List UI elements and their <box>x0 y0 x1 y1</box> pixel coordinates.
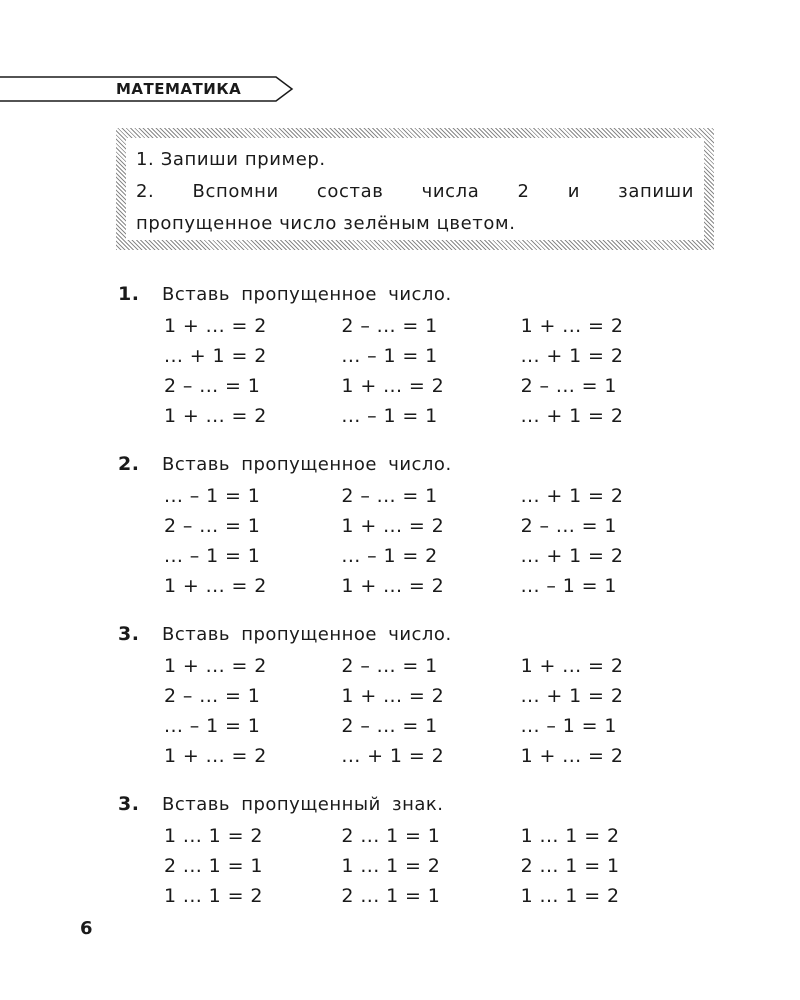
example-row <box>164 681 698 711</box>
exercise-task: Вставь пропущенное число. <box>162 453 452 475</box>
example-grid <box>164 651 698 771</box>
example-cell: 1 + ... = 2 <box>164 655 267 677</box>
example-row <box>164 851 698 881</box>
example-cell: 1 + ... = 2 <box>341 375 445 397</box>
example-grid <box>164 821 698 911</box>
exercise-1 <box>118 279 698 431</box>
example-grid <box>164 481 698 601</box>
example-cell: ... + 1 = 2 <box>520 485 624 507</box>
example-cell: 2 – ... = 1 <box>164 685 261 707</box>
example-cell: 1 + ... = 2 <box>341 685 445 707</box>
example-cell: ... + 1 = 2 <box>164 345 267 367</box>
example-row <box>164 401 698 431</box>
example-cell: 1 + ... = 2 <box>164 315 267 337</box>
example-cell: 2 ... 1 = 1 <box>164 855 263 877</box>
example-row <box>164 341 698 371</box>
example-cell: 1 ... 1 = 2 <box>164 885 263 907</box>
example-cell: 1 + ... = 2 <box>164 575 267 597</box>
example-cell: 2 ... 1 = 1 <box>341 825 441 847</box>
example-cell: 2 ... 1 = 1 <box>341 885 441 907</box>
example-grid <box>164 311 698 431</box>
example-cell: 1 ... 1 = 2 <box>164 825 263 847</box>
example-cell: ... + 1 = 2 <box>520 405 624 427</box>
example-cell: 1 ... 1 = 2 <box>520 885 620 907</box>
section-title: МАТЕМАТИКА <box>116 80 242 98</box>
example-row <box>164 741 698 771</box>
example-cell: 1 + ... = 2 <box>341 515 445 537</box>
exercise-heading <box>118 279 698 309</box>
example-cell: 1 + ... = 2 <box>520 655 624 677</box>
example-cell: 2 – ... = 1 <box>520 375 617 397</box>
example-cell: 2 – ... = 1 <box>341 655 438 677</box>
exercise-heading <box>118 619 698 649</box>
exercise-number: 2. <box>118 453 140 475</box>
example-row <box>164 881 698 911</box>
exercise-heading <box>118 789 698 819</box>
instruction-text <box>126 138 704 240</box>
example-row <box>164 371 698 401</box>
exercise-number: 3. <box>118 793 140 815</box>
exercise-task: Вставь пропущенное число. <box>162 623 452 645</box>
example-cell: 1 + ... = 2 <box>164 405 267 427</box>
exercise-3 <box>118 619 698 771</box>
exercise-2 <box>118 449 698 601</box>
instruction-line-1: 1. Запиши пример. <box>136 149 326 170</box>
example-cell: 2 ... 1 = 1 <box>520 855 620 877</box>
example-cell: 2 – ... = 1 <box>520 515 617 537</box>
example-cell: ... – 1 = 1 <box>164 485 261 507</box>
example-row <box>164 311 698 341</box>
instruction-line-3: пропущенное число зелёным цветом. <box>136 213 516 234</box>
example-cell: 2 – ... = 1 <box>341 485 438 507</box>
exercise-task: Вставь пропущенный знак. <box>162 793 444 815</box>
example-row <box>164 821 698 851</box>
exercise-4 <box>118 789 698 911</box>
instruction-box <box>116 128 714 250</box>
example-cell: ... + 1 = 2 <box>341 745 445 767</box>
instruction-line-2: 2. Вспомни состав числа 2 и запиши <box>136 181 694 202</box>
example-cell: 1 + ... = 2 <box>520 745 624 767</box>
example-row <box>164 711 698 741</box>
example-cell: 2 – ... = 1 <box>164 515 261 537</box>
example-cell: 1 + ... = 2 <box>164 745 267 767</box>
exercise-number: 1. <box>118 283 140 305</box>
example-cell: ... – 1 = 1 <box>164 715 261 737</box>
example-cell: ... + 1 = 2 <box>520 545 624 567</box>
example-cell: 1 ... 1 = 2 <box>520 825 620 847</box>
example-cell: ... – 1 = 1 <box>520 715 617 737</box>
example-cell: ... – 1 = 1 <box>341 345 438 367</box>
example-cell: 1 ... 1 = 2 <box>341 855 441 877</box>
example-row <box>164 481 698 511</box>
example-cell: 1 + ... = 2 <box>341 575 445 597</box>
page-number: 6 <box>80 918 93 939</box>
section-header-tab <box>0 76 300 102</box>
exercise-task: Вставь пропущенное число. <box>162 283 452 305</box>
example-cell: 2 – ... = 1 <box>164 375 261 397</box>
example-cell: 1 + ... = 2 <box>520 315 624 337</box>
example-cell: ... – 1 = 2 <box>341 545 438 567</box>
exercise-number: 3. <box>118 623 140 645</box>
example-cell: ... – 1 = 1 <box>341 405 438 427</box>
example-cell: 2 – ... = 1 <box>341 315 438 337</box>
example-row <box>164 651 698 681</box>
example-cell: ... – 1 = 1 <box>164 545 261 567</box>
exercise-heading <box>118 449 698 479</box>
example-cell: ... – 1 = 1 <box>520 575 617 597</box>
example-cell: ... + 1 = 2 <box>520 685 624 707</box>
example-row <box>164 511 698 541</box>
example-cell: ... + 1 = 2 <box>520 345 624 367</box>
example-cell: 2 – ... = 1 <box>341 715 438 737</box>
example-row <box>164 571 698 601</box>
example-row <box>164 541 698 571</box>
